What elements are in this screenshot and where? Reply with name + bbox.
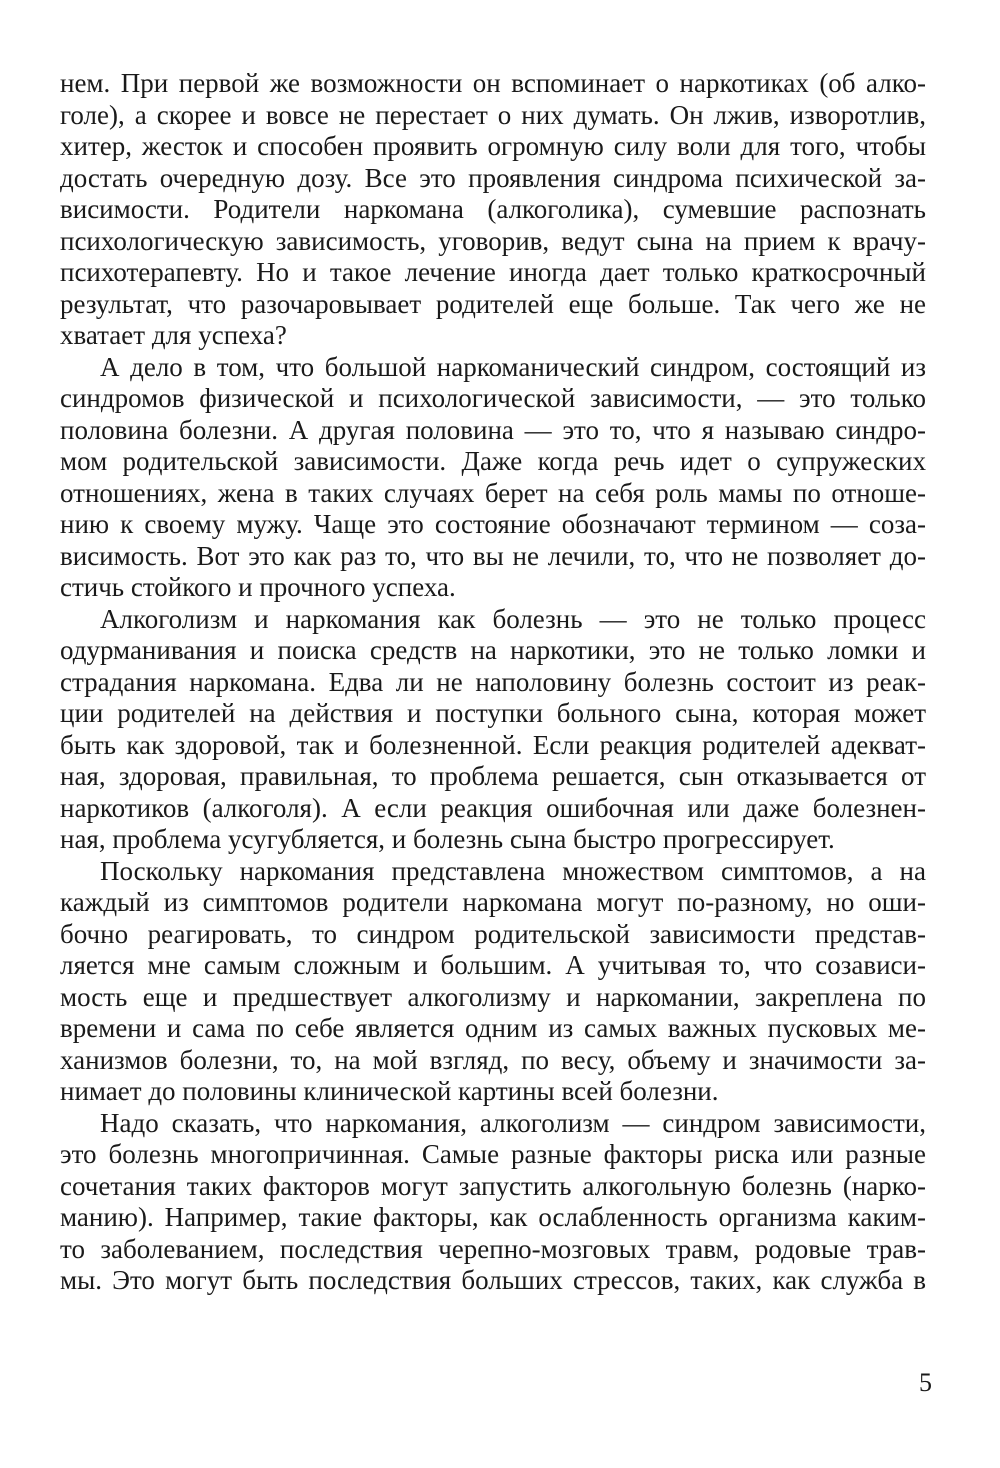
text-line: хитер, жесток и способен проявить огромную силу воли для того, чтобы xyxy=(60,131,926,161)
text-line: Надо сказать, что наркомания, алкоголизм — синдром зависимости, xyxy=(100,1107,926,1138)
text-line: А дело в том, что большой наркоманический синдром, состоящий из xyxy=(100,351,926,382)
text-line: одурманивания и поиска средств на наркотики, это не только ломки и xyxy=(60,635,926,665)
text-line: то заболеванием, последствия черепно-мозговых травм, родовые трав- xyxy=(60,1233,926,1264)
text-line: наркотиков (алкоголя). А если реакция ошибочная или даже болезнен- xyxy=(60,792,926,823)
text-line: Алкоголизм и наркомания как болезнь — это не только процесс xyxy=(100,603,926,634)
text-line: быть как здоровой, так и болезненной. Если реакция родителей адекват- xyxy=(60,729,926,760)
text-line: достать очередную дозу. Все это проявления синдрома психической за- xyxy=(60,162,926,193)
text-line: мы. Это могут быть последствия больших стрессов, таких, как служба в xyxy=(60,1265,926,1295)
text-line: это болезнь многопричинная. Самые разные факторы риска или разные xyxy=(60,1139,926,1169)
text-line: ная, проблема усугубляется, и болезнь сына быстро прогрессирует. xyxy=(60,824,835,854)
text-line: манию). Например, такие факторы, как ослабленность организма каким- xyxy=(60,1202,926,1232)
text-line: сочетания таких факторов могут запустить алкогольную болезнь (нарко- xyxy=(60,1170,926,1201)
text-line: нимает до половины клинической картины всей болезни. xyxy=(60,1076,719,1106)
text-line: ханизмов болезни, то, на мой взгляд, по весу, объему и значимости за- xyxy=(60,1044,926,1075)
paragraph-5 xyxy=(60,1108,926,1297)
text-line: результат, что разочаровывает родителей еще больше. Так чего же не xyxy=(60,288,926,319)
text-line: Поскольку наркомания представлена множеством симптомов, а на xyxy=(100,855,926,886)
text-line: голе), а скорее и вовсе не перестает о них думать. Он лжив, изворотлив, xyxy=(60,99,926,130)
text-line: бочно реагировать, то синдром родительской зависимости представ- xyxy=(60,918,926,949)
text-line: психологическую зависимость, уговорив, ведут сына на прием к врачу- xyxy=(60,225,926,256)
text-line: нем. При первой же возможности он вспоминает о наркотиках (об алко- xyxy=(60,68,926,98)
text-line: синдромов физической и психологической зависимости, — это только xyxy=(60,383,926,413)
text-line: висимости. Родители наркомана (алкоголика), сумевшие распознать xyxy=(60,194,926,224)
paragraph-1 xyxy=(60,68,926,352)
text-line: нию к своему мужу. Чаще это состояние обозначают термином — соза- xyxy=(60,509,926,539)
text-line: хватает для успеха? xyxy=(60,320,287,350)
text-line: времени и сама по себе является одним из самых важных пусковых ме- xyxy=(60,1013,926,1043)
text-line: ляется мне самым сложным и большим. А учитывая то, что созависи- xyxy=(60,950,926,980)
text-line: психотерапевту. Но и такое лечение иногда дает только краткосрочный xyxy=(60,257,926,287)
text-line: половина болезни. А другая половина — это то, что я называю синдро- xyxy=(60,414,926,445)
body-text xyxy=(60,68,926,1297)
text-line: каждый из симптомов родители наркомана могут по-разному, но оши- xyxy=(60,887,926,917)
paragraph-2 xyxy=(60,352,926,604)
paragraph-4 xyxy=(60,856,926,1108)
text-line: мость еще и предшествует алкоголизму и наркомании, закреплена по xyxy=(60,981,926,1012)
paragraph-3 xyxy=(60,604,926,856)
text-line: висимость. Вот это как раз то, что вы не лечили, то, что не позволяет до- xyxy=(60,540,926,571)
text-line: страдания наркомана. Едва ли не наполовину болезнь состоит из реак- xyxy=(60,666,926,697)
text-line: мом родительской зависимости. Даже когда речь идет о супружеских xyxy=(60,446,926,476)
text-line: ции родителей на действия и поступки больного сына, которая может xyxy=(60,698,926,728)
text-line: отношениях, жена в таких случаях берет на себя роль мамы по отноше- xyxy=(60,477,926,508)
text-line: ная, здоровая, правильная, то проблема решается, сын отказывается от xyxy=(60,761,926,791)
page-number: 5 xyxy=(919,1368,932,1397)
text-line: стичь стойкого и прочного успеха. xyxy=(60,572,456,602)
